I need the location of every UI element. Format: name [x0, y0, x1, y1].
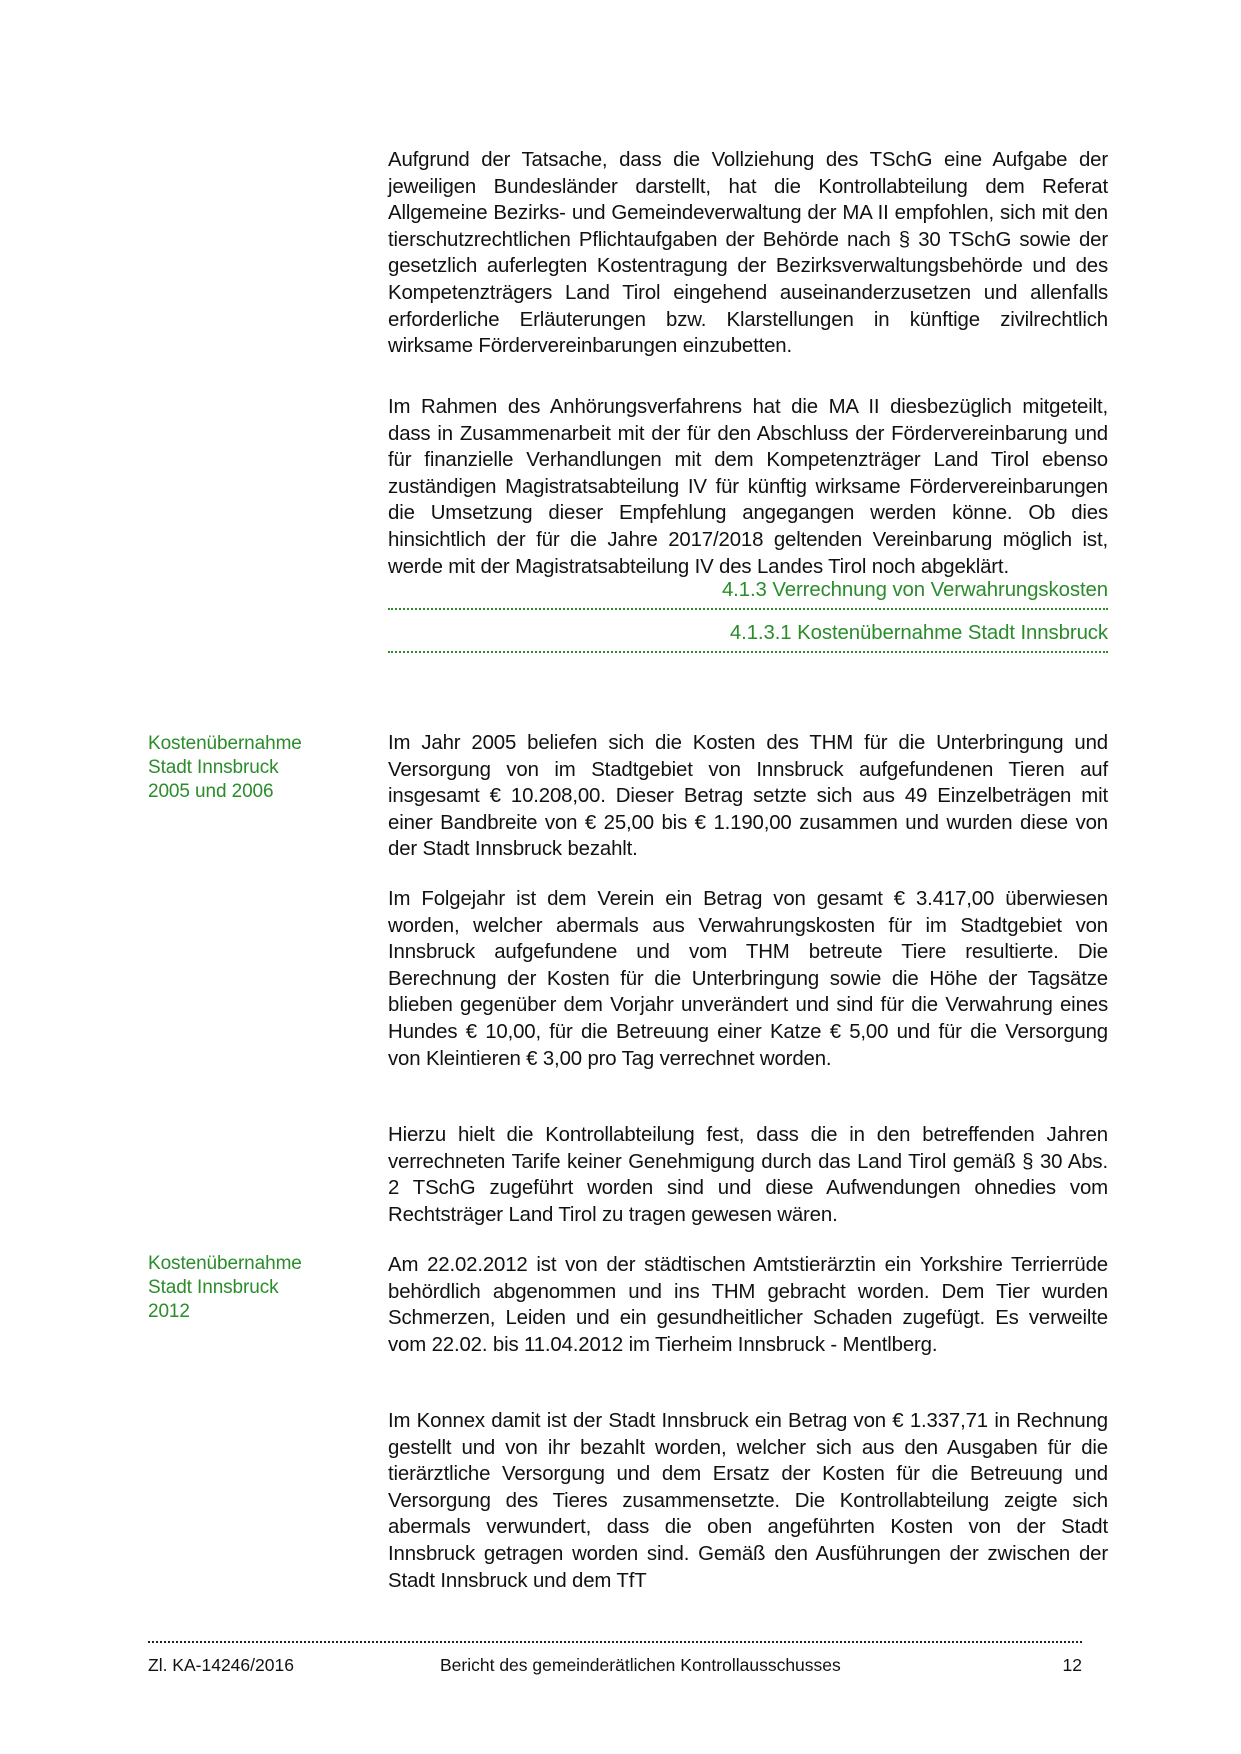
paragraph-hearing-response [388, 394, 1108, 580]
paragraph-case-2012 [388, 1252, 1108, 1358]
paragraph-text: Im Jahr 2005 beliefen sich die Kosten des THM für die Unterbringung und Versorgung von im Stadtgebiet von Innsbruck aufgefundenen Tieren auf insgesamt € 10.208,00. Dieser Betrag setzte sich aus 49 Einzelbeträgen mit einer Bandbreite von € 25,00 bis € 1.190,00 zusammen und wurden diese von der Stadt Innsbruck bezahlt. [388, 732, 1108, 861]
paragraph-text: Am 22.02.2012 ist von der städtischen Amtstierärztin ein Yorkshire Terrierrüde behördlich abgenommen und ins THM gebracht worden. Dem Tier wurden Schmerzen, Leiden und ein gesundheitlicher Schaden zugefügt. Es verweilte vom 22.02. bis 11.04.2012 im Tierheim Innsbruck - Mentlberg. [388, 1254, 1108, 1356]
page-number: 12 [1062, 1655, 1082, 1675]
paragraph-text: Aufgrund der Tatsache, dass die Vollziehung des TSchG eine Aufgabe der jeweiligen Bundesländer darstellt, hat die Kontrollabteilung dem Referat Allgemeine Bezirks- und Gemeindeverwaltung der MA II empfohlen, sich mit den tierschutzrechtlichen Pflichtaufgaben der Behörde nach § 30 TSchG sowie der gesetzlich auferlegten Kostentragung der Bezirksverwaltungsbehörde und des Kompetenzträgers Land Tirol eingehend auseinanderzusetzen und allenfalls erforderliche Erläuterungen bzw. Klarstellungen in künftige zivilrechtlich wirksame Fördervereinbarungen einzubetten. [388, 149, 1108, 358]
paragraph-invoice-2012 [388, 1408, 1108, 1594]
footer-reference: Zl. KA-14246/2016 [148, 1655, 294, 1675]
margin-note-line: Stadt Innsbruck [148, 1277, 279, 1298]
margin-note-2012 [148, 1252, 368, 1324]
margin-note-line: Kostenübernahme [148, 733, 302, 754]
paragraph-finding [388, 1122, 1108, 1228]
paragraph-text: Hierzu hielt die Kontrollabteilung fest, dass die in den betreffenden Jahren verrechneten Tarife keiner Genehmigung durch das Land Tirol gemäß § 30 Abs. 2 TSchG zugeführt worden sind und diese Aufwendungen ohnedies vom Rechtsträger Land Tirol zu tragen gewesen wären. [388, 1124, 1108, 1226]
margin-note-line: 2012 [148, 1301, 190, 1322]
paragraph-costs-2006 [388, 886, 1108, 1072]
footer-title: Bericht des gemeinderätlichen Kontrollausschusses [440, 1655, 841, 1675]
footer-divider [148, 1641, 1082, 1643]
paragraph-recommendation [388, 147, 1108, 360]
margin-note-line: 2005 und 2006 [148, 781, 274, 802]
page-footer [148, 1652, 1082, 1678]
margin-note-line: Kostenübernahme [148, 1253, 302, 1274]
paragraph-text: Im Folgejahr ist dem Verein ein Betrag von gesamt € 3.417,00 überwiesen worden, welcher abermals aus Verwahrungskosten für im Stadtgebiet von Innsbruck aufgefundene und vom THM betreute Tiere resultierte. Die Berechnung der Kosten für die Unterbringung sowie die Höhe der Tagsätze blieben gegenüber dem Vorjahr unverändert und sind für die Verwahrung eines Hundes € 10,00, für die Betreuung einer Katze € 5,00 und für die Versorgung von Kleintieren € 3,00 pro Tag verrechnet worden. [388, 888, 1108, 1070]
section-heading-4-1-3-1: 4.1.3.1 Kostenübernahme Stadt Innsbruck [388, 620, 1108, 653]
section-heading-4-1-3: 4.1.3 Verrechnung von Verwahrungskosten [388, 577, 1108, 610]
paragraph-text: Im Konnex damit ist der Stadt Innsbruck ein Betrag von € 1.337,71 in Rechnung gestellt und von ihr bezahlt worden, welcher sich aus den Ausgaben für die tierärztliche Versorgung und dem Ersatz der Kosten für die Betreuung und Versorgung des Tieres zusammensetzte. Die Kontrollabteilung zeigte sich abermals verwundert, dass die oben angeführten Kosten von der Stadt Innsbruck getragen worden sind. Gemäß den Ausführungen der zwischen der Stadt Innsbruck und dem TfT [388, 1410, 1108, 1592]
paragraph-costs-2005 [388, 730, 1108, 863]
margin-note-2005-2006 [148, 732, 368, 804]
margin-note-line: Stadt Innsbruck [148, 757, 279, 778]
paragraph-text: Im Rahmen des Anhörungsverfahrens hat die MA II diesbezüglich mitgeteilt, dass in Zusammenarbeit mit der für den Abschluss der Fördervereinbarung und für finanzielle Verhandlungen mit dem Kompetenzträger Land Tirol ebenso zuständigen Magistratsabteilung IV für künftig wirksame Fördervereinbarungen die Umsetzung dieser Empfehlung angegangen werden könne. Ob dies hinsichtlich der für die Jahre 2017/2018 geltenden Vereinbarung möglich ist, werde mit der Magistratsabteilung IV des Landes Tirol noch abgeklärt. [388, 396, 1108, 578]
